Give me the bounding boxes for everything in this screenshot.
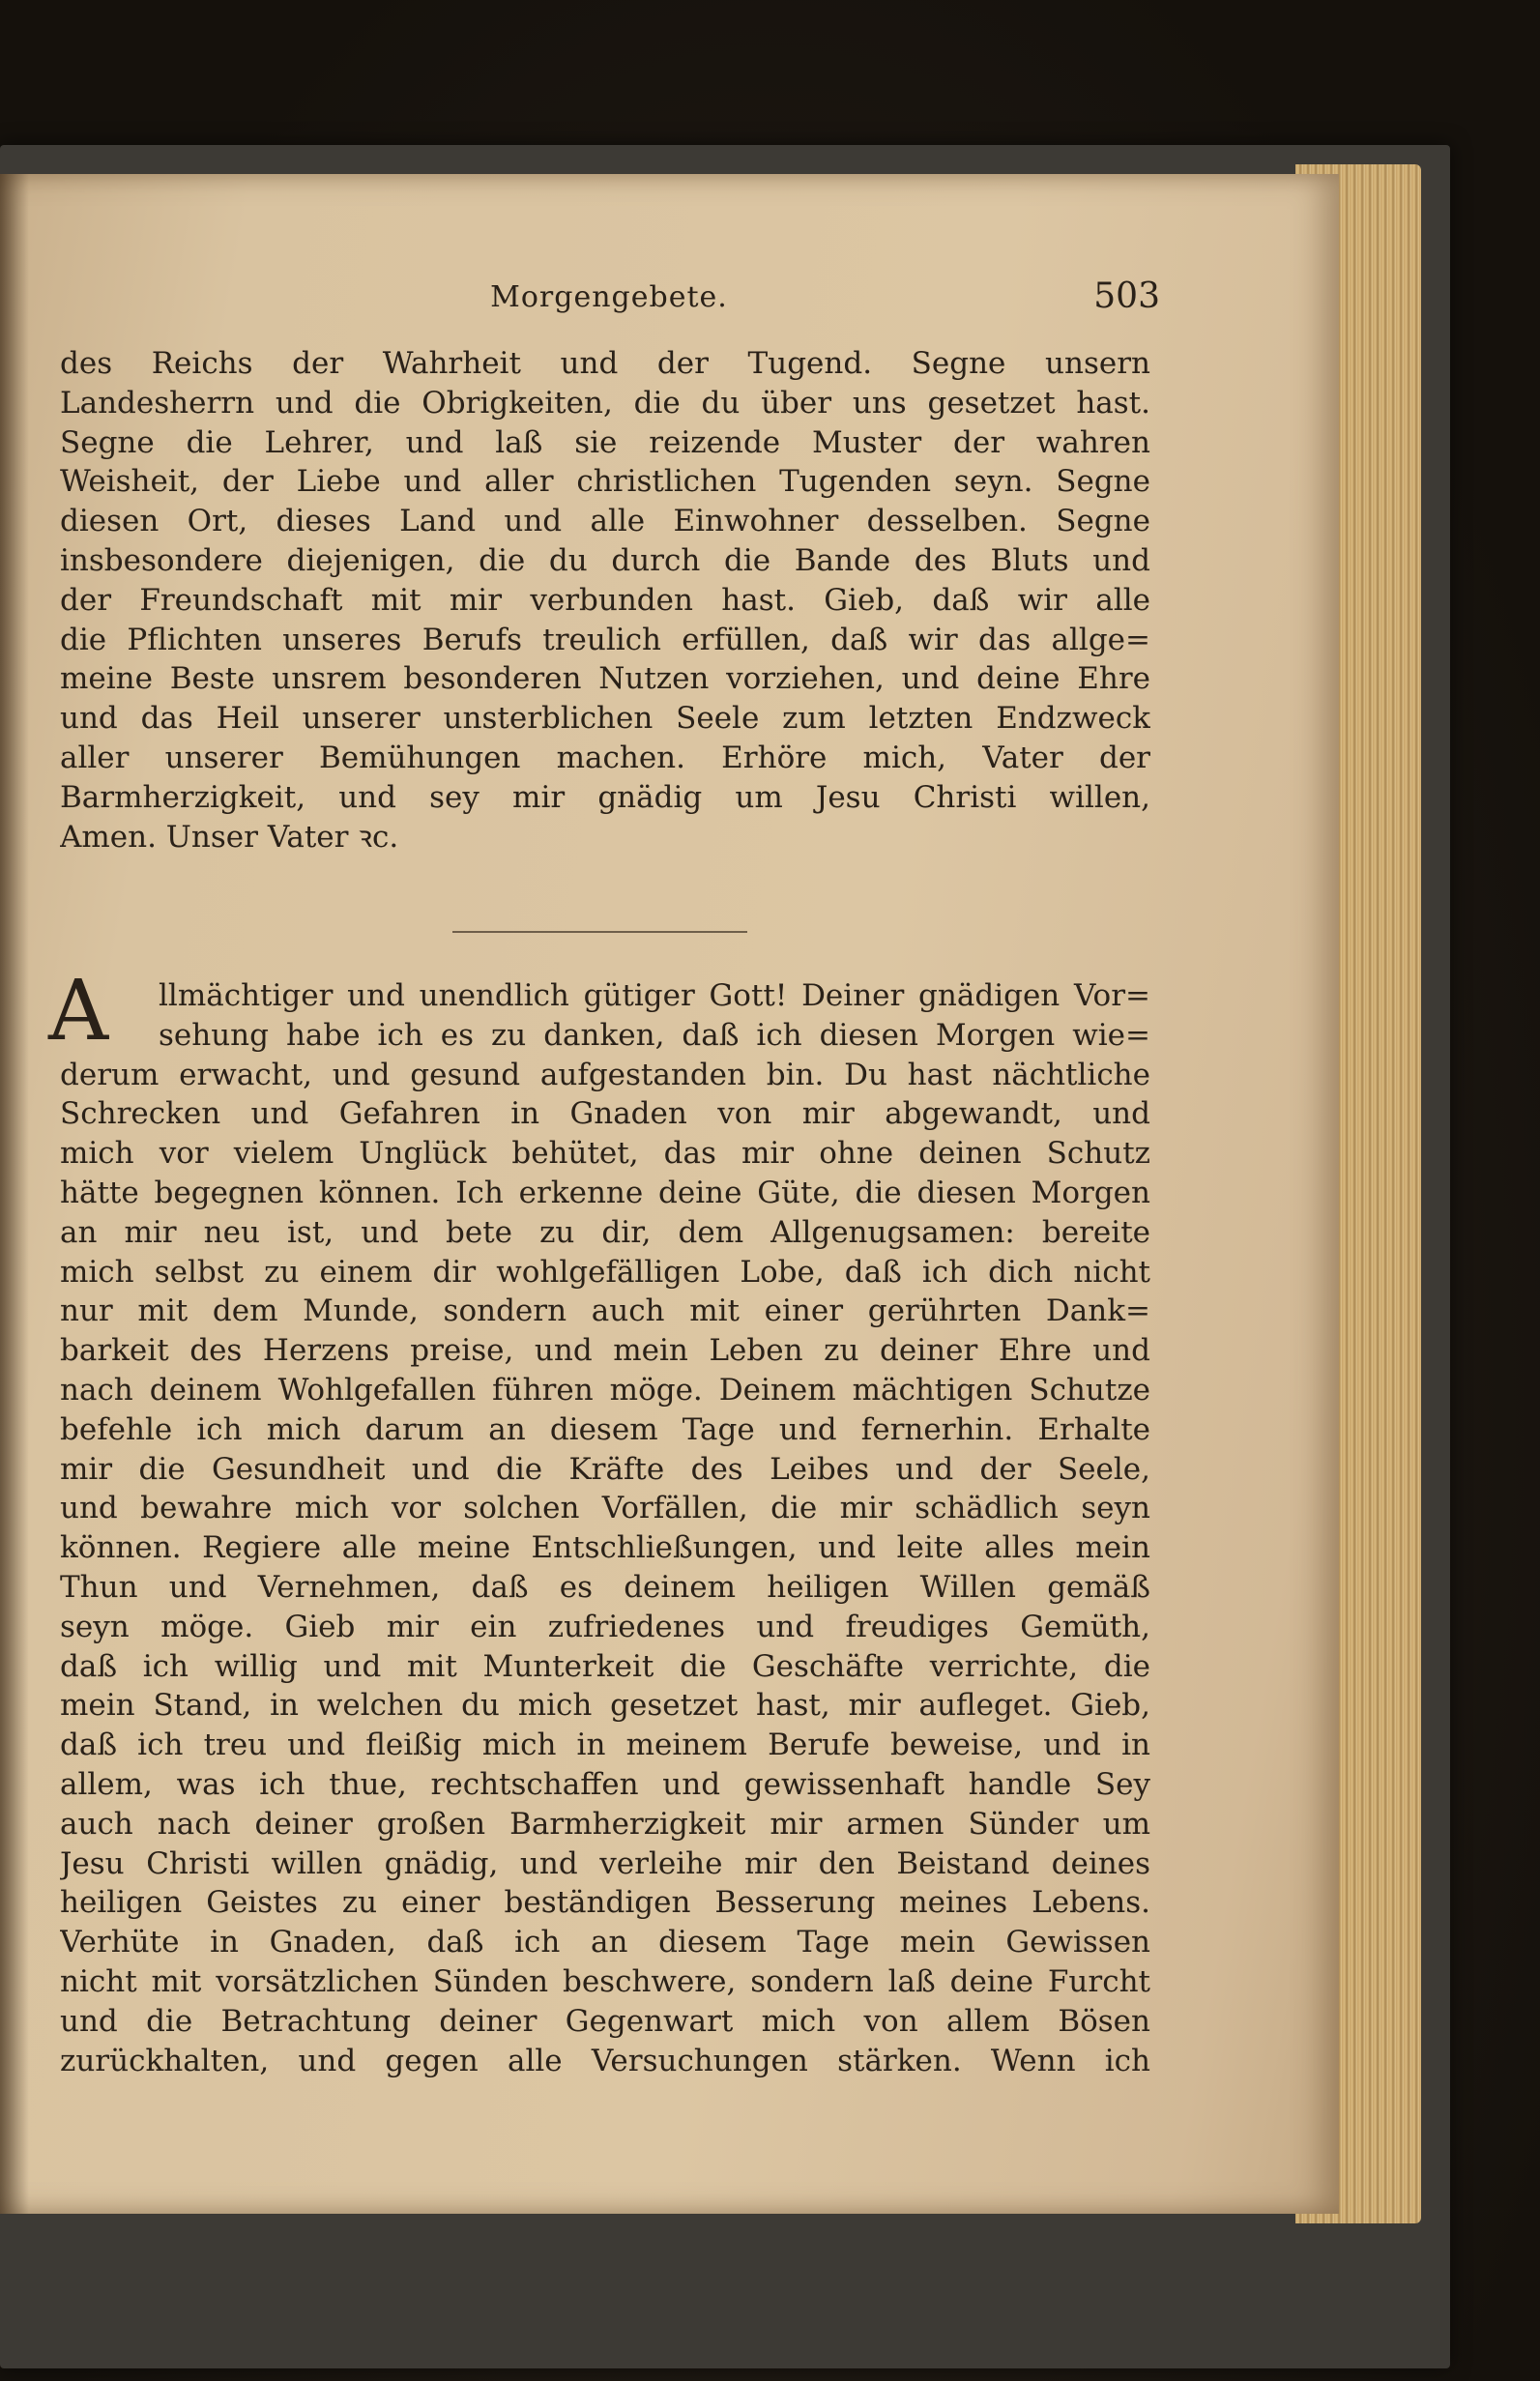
text-line: und die Betrachtung deiner Gegenwart mich von allem Bösen <box>60 2003 1150 2039</box>
text-line: daß ich willig und mit Munterkeit die Geschäfte verrichte, die <box>60 1648 1150 1684</box>
continuation-paragraph <box>60 344 1150 857</box>
text-line: diesen Ort, dieses Land und alle Einwohner desselben. Segne <box>60 504 1150 539</box>
text-line: seyn möge. Gieb mir ein zufriedenes und freudiges Gemüth, <box>60 1609 1150 1644</box>
text-line: mich selbst zu einem dir wohlgefälligen Lobe, daß ich dich nicht <box>60 1254 1150 1290</box>
text-line: Amen. Unser Vater ꝛc. <box>60 819 399 855</box>
text-line: hätte begegnen können. Ich erkenne deine Güte, die diesen Morgen <box>60 1175 1150 1210</box>
text-line: mir die Gesundheit und die Kräfte des Leibes und der Seele, <box>60 1451 1150 1487</box>
text-line: Landesherrn und die Obrigkeiten, die du über uns gesetzet hast. <box>60 385 1150 421</box>
text-line: barkeit des Herzens preise, und mein Leben zu deiner Ehre und <box>60 1333 1150 1369</box>
text-line: des Reichs der Wahrheit und der Tugend. Segne unsern <box>60 346 1150 381</box>
text-line: sehung habe ich es zu danken, daß ich diesen Morgen wie= <box>159 1017 1150 1053</box>
drop-cap-initial: A <box>48 963 109 1060</box>
running-header: Morgengebete. <box>490 280 728 314</box>
text-line: Weisheit, der Liebe und aller christlichen Tugenden seyn. Segne <box>60 464 1150 500</box>
text-line: llmächtiger und unendlich gütiger Gott! Deiner gnädigen Vor= <box>159 978 1150 1013</box>
text-line: Schrecken und Gefahren in Gnaden von mir abgewandt, und <box>60 1096 1150 1132</box>
text-line: meine Beste unsrem besonderen Nutzen vorziehen, und deine Ehre <box>60 661 1150 697</box>
text-line: nicht mit vorsätzlichen Sünden beschwere, sondern laß deine Furcht <box>60 1963 1150 1999</box>
text-line: an mir neu ist, und bete zu dir, dem Allgenugsamen: bereite <box>60 1214 1150 1250</box>
text-line: heiligen Geistes zu einer beständigen Besserung meines Lebens. <box>60 1885 1150 1921</box>
text-line: insbesondere diejenigen, die du durch die Bande des Bluts und <box>60 542 1150 578</box>
text-line: auch nach deiner großen Barmherzigkeit mir armen Sünder um <box>60 1806 1150 1842</box>
text-line: mein Stand, in welchen du mich gesetzet hast, mir aufleget. Gieb, <box>60 1688 1150 1724</box>
text-line: mich vor vielem Unglück behütet, das mir ohne deinen Schutz <box>60 1136 1150 1172</box>
page-number: 503 <box>1093 276 1160 316</box>
text-line: daß ich treu und fleißig mich in meinem Berufe beweise, und in <box>60 1728 1150 1763</box>
text-line: zurückhalten, und gegen alle Versuchungen stärken. Wenn ich <box>60 2043 1150 2078</box>
text-line: Segne die Lehrer, und laß sie reizende Muster der wahren <box>60 424 1150 460</box>
prayer-paragraph <box>60 976 1150 2080</box>
text-line: und bewahre mich vor solchen Vorfällen, die mir schädlich seyn <box>60 1491 1150 1526</box>
text-line: allem, was ich thue, rechtschaffen und gewissenhaft handle Sey <box>60 1766 1150 1802</box>
text-line: befehle ich mich darum an diesem Tage und fernerhin. Erhalte <box>60 1411 1150 1447</box>
text-line: Verhüte in Gnaden, daß ich an diesem Tage mein Gewissen <box>60 1925 1150 1960</box>
text-line: der Freundschaft mit mir verbunden hast. Gieb, daß wir alle <box>60 582 1150 618</box>
text-line: Thun und Vernehmen, daß es deinem heiligen Willen gemäß <box>60 1569 1150 1605</box>
text-line: aller unserer Bemühungen machen. Erhöre mich, Vater der <box>60 740 1150 775</box>
text-line: nach deinem Wohlgefallen führen möge. Deinem mächtigen Schutze <box>60 1372 1150 1408</box>
text-line: Barmherzigkeit, und sey mir gnädig um Jesu Christi willen, <box>60 779 1150 815</box>
text-line: die Pflichten unseres Berufs treulich erfüllen, daß wir das allge= <box>60 622 1150 657</box>
text-line: nur mit dem Munde, sondern auch mit einer gerührten Dank= <box>60 1293 1150 1329</box>
text-line: können. Regiere alle meine Entschließungen, und leite alles mein <box>60 1530 1150 1566</box>
text-line: derum erwacht, und gesund aufgestanden bin. Du hast nächtliche <box>60 1057 1150 1092</box>
text-line: Jesu Christi willen gnädig, und verleihe mir den Beistand deines <box>60 1845 1150 1881</box>
spine-shadow <box>0 174 29 2214</box>
section-divider <box>452 931 747 933</box>
text-line: und das Heil unserer unsterblichen Seele zum letzten Endzweck <box>60 701 1150 737</box>
